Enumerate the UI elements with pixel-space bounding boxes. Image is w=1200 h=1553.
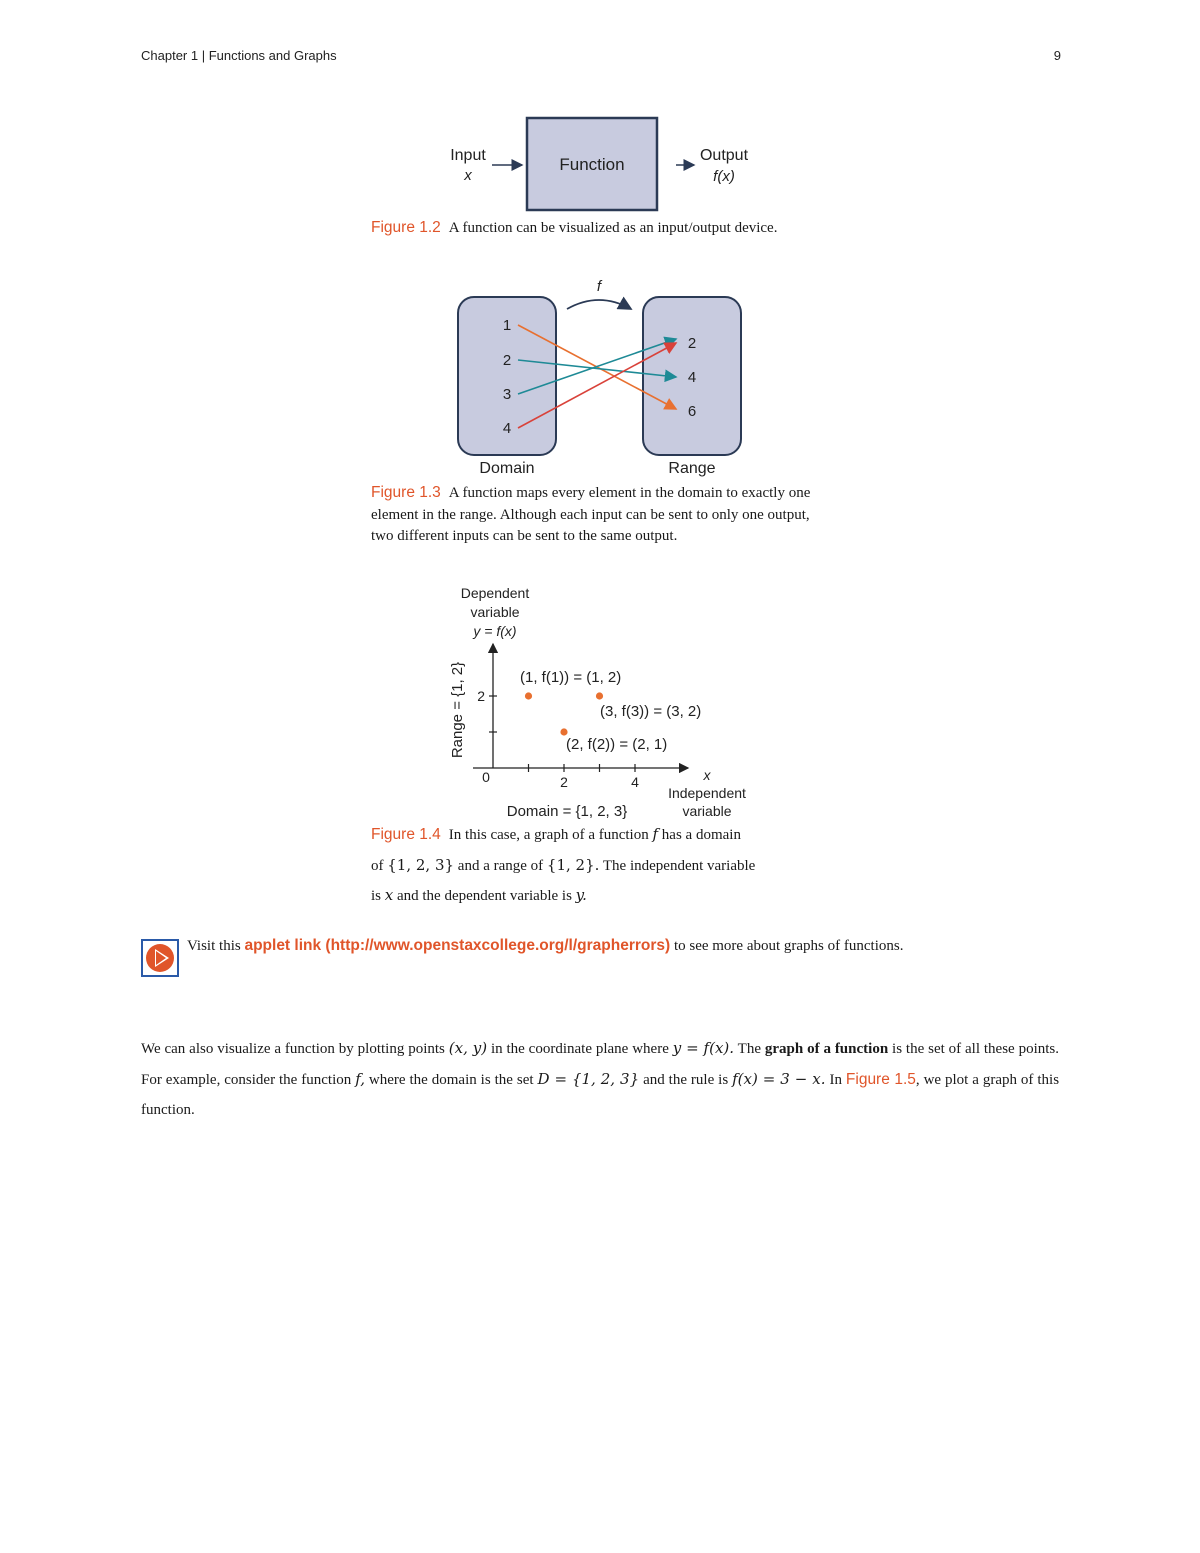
caption-label: Figure 1.4 (371, 826, 441, 843)
caption-text: A function can be visualized as an input/output device. (448, 220, 778, 236)
point-label: (2, f(2)) = (2, 1) (566, 736, 668, 753)
figure-1-3-diagram (450, 275, 750, 480)
paragraph-text: in the coordinate plane where (490, 1041, 669, 1057)
x-var-label: x (703, 767, 711, 783)
range-title: Range (668, 460, 716, 477)
caption-text: The independent variable (602, 857, 756, 874)
figure-1-2-caption (371, 217, 811, 240)
caption-math: y. (575, 886, 587, 904)
page-number: 9 (1053, 48, 1061, 63)
figure-1-2-diagram (430, 110, 770, 220)
range-value: 2 (687, 335, 697, 352)
paragraph-text: is the set of all these points. For example, consider the function (141, 1041, 1060, 1088)
body-paragraph (141, 1033, 1059, 1125)
math-expression: D = {1, 2, 3} (537, 1070, 640, 1088)
data-point (560, 728, 567, 735)
range-axis-label: Range = {1, 2} (449, 661, 466, 759)
independent-label: Independent (668, 785, 746, 801)
applet-callout (141, 935, 1061, 957)
caption-text: of (371, 857, 384, 874)
caption-text: In this case, a graph of a function (448, 827, 649, 843)
domain-value: 1 (502, 317, 512, 334)
math-expression: f, (355, 1070, 365, 1088)
function-box-label: Function (559, 155, 625, 174)
domain-value: 3 (502, 386, 512, 403)
applet-suffix: to see more about graphs of functions. (673, 938, 904, 954)
x-tick-label: 4 (631, 774, 639, 790)
dependent-label: Dependent (460, 585, 530, 601)
applet-link[interactable]: applet link (http://www.openstaxcollege.org/l/grapherrors) (244, 937, 671, 954)
running-header: Chapter 1 | Functions and Graphs (141, 48, 337, 63)
dependent-label: y = f(x) (473, 623, 517, 639)
key-term: graph of a function (764, 1041, 889, 1057)
input-label: Input (450, 147, 486, 164)
caption-math: {1, 2, 3} (387, 855, 455, 874)
point-label: (1, f(1)) = (1, 2) (520, 669, 622, 686)
domain-value: 2 (502, 352, 512, 369)
caption-label: Figure 1.2 (371, 219, 441, 236)
figure-1-4-graph (440, 580, 780, 825)
play-icon (141, 939, 179, 977)
paragraph-text: and the rule is (643, 1072, 729, 1088)
figure-1-4-caption (371, 820, 811, 912)
domain-axis-label: Domain = {1, 2, 3} (506, 803, 628, 820)
math-expression: y = f(x). (672, 1039, 735, 1057)
caption-math: {1, 2}. (546, 855, 600, 874)
output-label: Output (699, 147, 749, 164)
applet-text (187, 935, 1061, 957)
independent-label: variable (682, 803, 732, 819)
origin-label: 0 (482, 769, 490, 785)
caption-text: A function maps every element in the domain to exactly one element in the range. Although each input can be sent to only one output, two different inputs can be sent to the same output. (371, 485, 811, 544)
domain-title: Domain (479, 460, 535, 477)
x-tick-label: 2 (560, 774, 568, 790)
map-label-f: f (596, 278, 602, 295)
caption-text: and a range of (457, 857, 544, 874)
input-var: x (464, 167, 472, 184)
paragraph-text: , we plot a graph of this function. (141, 1072, 1060, 1118)
data-point (596, 692, 603, 699)
caption-text: has a domain (661, 827, 741, 843)
math-expression: f(x) = 3 − x. (732, 1070, 826, 1088)
range-value: 6 (687, 403, 697, 420)
data-point (525, 692, 532, 699)
applet-prefix: Visit this (187, 938, 241, 954)
y-tick-label: 2 (477, 688, 485, 704)
math-expression: (x, y) (448, 1039, 488, 1057)
dependent-label: variable (470, 604, 520, 620)
paragraph-text: We can also visualize a function by plotting points (141, 1041, 445, 1057)
caption-math: x (384, 886, 394, 904)
output-var: f(x) (713, 168, 735, 185)
figure-1-3-caption (371, 482, 811, 548)
point-label: (3, f(3)) = (3, 2) (600, 703, 702, 720)
domain-value: 4 (502, 420, 512, 437)
caption-text: is (371, 888, 382, 904)
caption-label: Figure 1.3 (371, 484, 441, 501)
figure-reference-link[interactable]: Figure 1.5 (845, 1071, 916, 1088)
range-value: 4 (687, 369, 697, 386)
map-arrow (567, 300, 631, 309)
paragraph-text: The (737, 1041, 761, 1057)
paragraph-text: where the domain is the set (368, 1072, 534, 1088)
caption-math: f (652, 825, 659, 843)
paragraph-text: In (829, 1072, 842, 1088)
caption-text: and the dependent variable is (396, 888, 572, 904)
